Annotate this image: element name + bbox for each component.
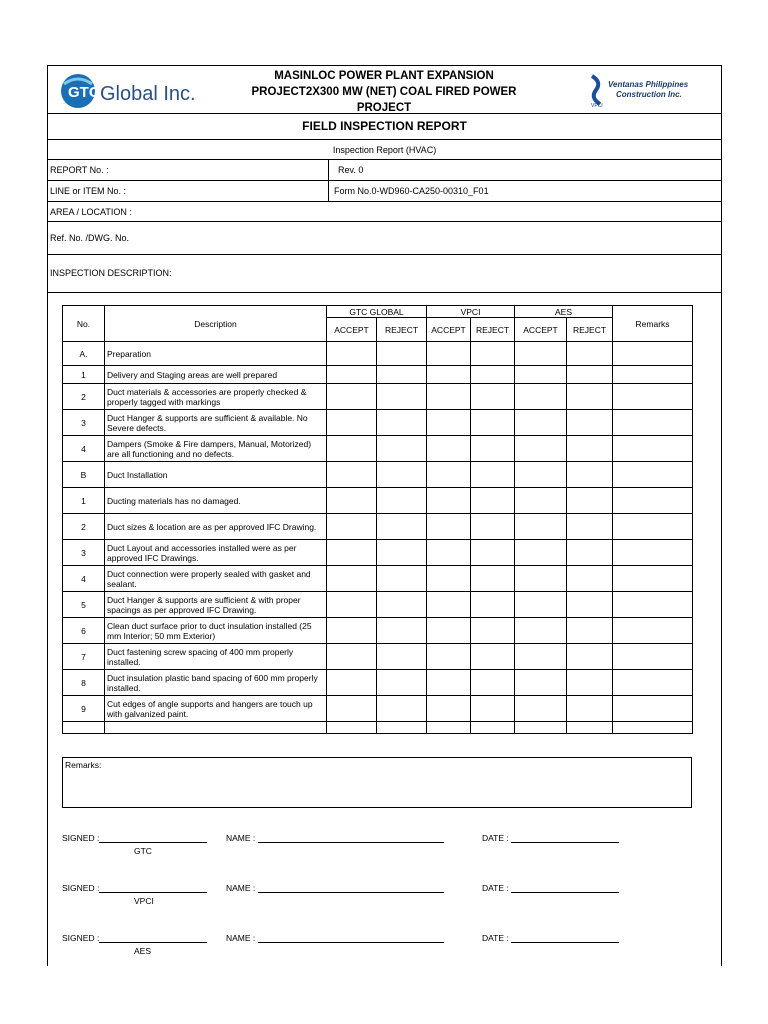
gtc-reject-cell[interactable]	[377, 722, 427, 734]
vpci-accept-cell[interactable]	[427, 366, 471, 384]
gtc-reject-cell[interactable]	[377, 488, 427, 514]
remarks-box[interactable]	[62, 757, 692, 808]
remarks-cell[interactable]	[613, 592, 693, 618]
vpci-accept-cell[interactable]	[427, 488, 471, 514]
gtc-accept-cell[interactable]	[327, 410, 377, 436]
project-title	[222, 68, 546, 116]
revision: Rev. 0	[338, 165, 364, 175]
table-row	[63, 384, 693, 410]
signed-label: SIGNED :	[62, 833, 100, 843]
remarks-cell[interactable]	[613, 722, 693, 734]
aes-reject-header: REJECT	[567, 318, 613, 342]
table-row	[63, 514, 693, 540]
remarks-cell[interactable]	[613, 366, 693, 384]
aes-reject-cell[interactable]	[567, 670, 613, 696]
name-field[interactable]	[226, 833, 444, 843]
aes-accept-cell[interactable]	[515, 644, 567, 670]
gtc-reject-cell[interactable]	[377, 566, 427, 592]
group-gtc-header: GTC GLOBAL	[327, 306, 427, 318]
aes-reject-cell[interactable]	[567, 366, 613, 384]
aes-accept-cell[interactable]	[515, 592, 567, 618]
vpci-reject-cell[interactable]	[471, 488, 515, 514]
date-field[interactable]	[482, 833, 619, 843]
vpci-accept-cell[interactable]	[427, 722, 471, 734]
vpci-logo-line1: Ventanas Philippines	[608, 80, 688, 89]
project-title-line3: PROJECT	[356, 102, 412, 114]
row-number: 6	[63, 618, 105, 644]
date-field[interactable]	[482, 933, 619, 943]
table-row	[63, 462, 693, 488]
remarks-cell[interactable]	[613, 384, 693, 410]
row-description: Duct connection were properly sealed with gasket and sealant.	[105, 566, 327, 592]
row-number: 4	[63, 566, 105, 592]
table-row	[63, 488, 693, 514]
party-name: AES	[134, 946, 152, 956]
table-row	[63, 366, 693, 384]
vpci-reject-cell[interactable]	[471, 696, 515, 722]
row-number: 5	[63, 592, 105, 618]
report-frame	[47, 65, 722, 966]
remarks-cell[interactable]	[613, 436, 693, 462]
inspection-desc-row	[48, 255, 721, 293]
name-field[interactable]	[226, 883, 444, 893]
vpci-accept-header: ACCEPT	[427, 318, 471, 342]
vpci-reject-cell[interactable]	[471, 436, 515, 462]
vpci-accept-cell[interactable]	[427, 644, 471, 670]
row-number: 2	[63, 384, 105, 410]
report-subtitle: Inspection Report (HVAC)	[332, 145, 437, 155]
date-field[interactable]	[482, 883, 619, 893]
aes-accept-cell[interactable]	[515, 566, 567, 592]
row-description: Duct insulation plastic band spacing of 600 mm properly installed.	[105, 670, 327, 696]
gtc-accept-cell[interactable]	[327, 592, 377, 618]
name-field[interactable]	[226, 933, 444, 943]
subtitle-row	[48, 140, 721, 160]
row-description: Delivery and Staging areas are well prepared	[105, 366, 327, 384]
gtc-reject-cell[interactable]	[377, 410, 427, 436]
area-label: AREA / LOCATION :	[50, 207, 132, 217]
aes-reject-cell[interactable]	[567, 592, 613, 618]
row-number: 3	[63, 410, 105, 436]
row-description: Duct fastening screw spacing of 400 mm properly installed.	[105, 644, 327, 670]
remarks-cell[interactable]	[613, 696, 693, 722]
vpci-reject-cell[interactable]	[471, 592, 515, 618]
report-title: FIELD INSPECTION REPORT	[302, 119, 467, 133]
vpci-reject-cell[interactable]	[471, 342, 515, 366]
table-row	[63, 410, 693, 436]
group-aes-header: AES	[515, 306, 613, 318]
gtc-accept-cell[interactable]	[327, 488, 377, 514]
vpci-reject-cell[interactable]	[471, 540, 515, 566]
row-description: Duct Hanger & supports are sufficient & available. No Severe defects.	[105, 410, 327, 436]
gtc-accept-cell[interactable]	[327, 436, 377, 462]
aes-accept-cell[interactable]	[515, 696, 567, 722]
vpci-logo	[588, 74, 688, 108]
gtc-accept-cell[interactable]	[327, 566, 377, 592]
table-row	[63, 644, 693, 670]
signed-party	[134, 946, 151, 956]
table-row	[63, 618, 693, 644]
remarks-cell[interactable]	[613, 670, 693, 696]
gtc-reject-cell[interactable]	[377, 644, 427, 670]
remarks-cell[interactable]	[613, 540, 693, 566]
area-row	[48, 202, 721, 222]
aes-accept-cell[interactable]	[515, 410, 567, 436]
table-row	[63, 722, 693, 734]
vpci-accept-cell[interactable]	[427, 384, 471, 410]
row-number: A.	[63, 342, 105, 366]
gtc-global-logo	[56, 70, 216, 112]
gtc-accept-cell[interactable]	[327, 722, 377, 734]
vpci-logo-line2: Construction Inc.	[616, 90, 682, 99]
signed-field[interactable]	[62, 833, 207, 843]
row-description: Duct materials & accessories are properly checked & properly tagged with markings	[105, 384, 327, 410]
gtc-reject-cell[interactable]	[377, 436, 427, 462]
signed-label: SIGNED :	[62, 883, 100, 893]
aes-reject-cell[interactable]	[567, 514, 613, 540]
row-description: Preparation	[105, 342, 327, 366]
date-label: DATE :	[482, 883, 509, 893]
remarks-cell[interactable]	[613, 462, 693, 488]
remarks-cell[interactable]	[613, 342, 693, 366]
vpci-reject-cell[interactable]	[471, 566, 515, 592]
row-number: 4	[63, 436, 105, 462]
vpci-accept-cell[interactable]	[427, 592, 471, 618]
vpci-accept-cell[interactable]	[427, 540, 471, 566]
vpci-reject-cell[interactable]	[471, 618, 515, 644]
vpci-accept-cell[interactable]	[427, 436, 471, 462]
row-description: Dampers (Smoke & Fire dampers, Manual, Motorized) are all functioning and no defects.	[105, 436, 327, 462]
remarks-cell[interactable]	[613, 488, 693, 514]
gtc-accept-cell[interactable]	[327, 670, 377, 696]
gtc-accept-cell[interactable]	[327, 342, 377, 366]
col-desc-header: Description	[105, 306, 327, 342]
vpci-accept-cell[interactable]	[427, 342, 471, 366]
remarks-cell[interactable]	[613, 410, 693, 436]
gtc-reject-cell[interactable]	[377, 618, 427, 644]
row-description: Duct sizes & location are as per approved IFC Drawing.	[105, 514, 327, 540]
gtc-accept-cell[interactable]	[327, 644, 377, 670]
gtc-reject-cell[interactable]	[377, 540, 427, 566]
inspection-table	[62, 305, 693, 734]
gtc-reject-cell[interactable]	[377, 592, 427, 618]
gtc-reject-cell[interactable]	[377, 514, 427, 540]
row-description: Cut edges of angle supports and hangers are touch up with galvanized paint.	[105, 696, 327, 722]
report-no-label: REPORT No. :	[50, 165, 109, 175]
vpci-reject-cell[interactable]	[471, 514, 515, 540]
date-label: DATE :	[482, 933, 509, 943]
remarks-cell[interactable]	[613, 618, 693, 644]
row-number: 7	[63, 644, 105, 670]
aes-reject-cell[interactable]	[567, 644, 613, 670]
vpci-reject-cell[interactable]	[471, 410, 515, 436]
gtc-logo-text: Global Inc.	[100, 83, 196, 105]
table-row	[63, 670, 693, 696]
project-title-line1: MASINLOC POWER PLANT EXPANSION	[274, 70, 494, 82]
report-no-row	[48, 160, 721, 181]
gtc-accept-cell[interactable]	[327, 514, 377, 540]
vpci-reject-cell[interactable]	[471, 644, 515, 670]
row-number: 1	[63, 366, 105, 384]
col-no-header: No.	[63, 306, 105, 342]
gtc-reject-cell[interactable]	[377, 670, 427, 696]
gtc-accept-cell[interactable]	[327, 540, 377, 566]
vpci-reject-cell[interactable]	[471, 722, 515, 734]
gtc-reject-cell[interactable]	[377, 366, 427, 384]
remarks-cell[interactable]	[613, 566, 693, 592]
vpci-accept-cell[interactable]	[427, 670, 471, 696]
row-description: Clean duct surface prior to duct insulation installed (25 mm Interior; 50 mm Exterior)	[105, 618, 327, 644]
row-number	[63, 722, 105, 734]
name-label: NAME :	[226, 833, 256, 843]
signed-party	[134, 896, 154, 906]
project-title-line2: PROJECT2X300 MW (NET) COAL FIRED POWER	[251, 86, 517, 98]
vpci-reject-cell[interactable]	[471, 462, 515, 488]
vpci-reject-cell[interactable]	[471, 384, 515, 410]
aes-reject-cell[interactable]	[567, 410, 613, 436]
aes-reject-cell[interactable]	[567, 462, 613, 488]
row-description	[105, 722, 327, 734]
remarks-label: Remarks:	[65, 760, 102, 770]
aes-accept-header: ACCEPT	[515, 318, 567, 342]
aes-reject-cell[interactable]	[567, 342, 613, 366]
svg-text:GTC: GTC	[68, 84, 100, 101]
row-number: 2	[63, 514, 105, 540]
table-row	[63, 436, 693, 462]
gtc-accept-cell[interactable]	[327, 384, 377, 410]
aes-reject-cell[interactable]	[567, 618, 613, 644]
row-number: 1	[63, 488, 105, 514]
row-description: Duct Installation	[105, 462, 327, 488]
party-name: VPCI	[134, 896, 154, 906]
table-row	[63, 342, 693, 366]
gtc-accept-cell[interactable]	[327, 462, 377, 488]
remarks-cell[interactable]	[613, 514, 693, 540]
vpci-reject-cell[interactable]	[471, 670, 515, 696]
gtc-accept-cell[interactable]	[327, 366, 377, 384]
vpci-accept-cell[interactable]	[427, 514, 471, 540]
signed-field[interactable]	[62, 933, 207, 943]
row-number: B	[63, 462, 105, 488]
row-number: 9	[63, 696, 105, 722]
name-label: NAME :	[226, 883, 256, 893]
aes-reject-cell[interactable]	[567, 384, 613, 410]
aes-accept-cell[interactable]	[515, 342, 567, 366]
aes-reject-cell[interactable]	[567, 566, 613, 592]
row-description: Ducting materials has no damaged.	[105, 488, 327, 514]
gtc-reject-cell[interactable]	[377, 342, 427, 366]
aes-reject-cell[interactable]	[567, 540, 613, 566]
table-row	[63, 566, 693, 592]
table-row	[63, 540, 693, 566]
ref-label: Ref. No. /DWG. No.	[50, 233, 130, 243]
aes-accept-cell[interactable]	[515, 366, 567, 384]
line-item-label: LINE or ITEM No. :	[50, 186, 127, 196]
aes-accept-cell[interactable]	[515, 436, 567, 462]
aes-accept-cell[interactable]	[515, 618, 567, 644]
aes-reject-cell[interactable]	[567, 436, 613, 462]
table-row	[63, 696, 693, 722]
row-number: 3	[63, 540, 105, 566]
vpci-logo-abbrev: VPCI	[591, 103, 603, 108]
gtc-accept-cell[interactable]	[327, 618, 377, 644]
name-label: NAME :	[226, 933, 256, 943]
vpci-accept-cell[interactable]	[427, 462, 471, 488]
aes-accept-cell[interactable]	[515, 462, 567, 488]
aes-reject-cell[interactable]	[567, 696, 613, 722]
vpci-reject-header: REJECT	[471, 318, 515, 342]
row-description: Duct Layout and accessories installed were as per approved IFC Drawings.	[105, 540, 327, 566]
date-label: DATE :	[482, 833, 509, 843]
inspection-desc-label: INSPECTION DESCRIPTION:	[50, 268, 172, 278]
vpci-reject-cell[interactable]	[471, 366, 515, 384]
aes-accept-cell[interactable]	[515, 514, 567, 540]
aes-accept-cell[interactable]	[515, 540, 567, 566]
gtc-accept-header: ACCEPT	[327, 318, 377, 342]
signed-field[interactable]	[62, 883, 207, 893]
remarks-cell[interactable]	[613, 644, 693, 670]
line-item-row	[48, 181, 721, 202]
aes-reject-cell[interactable]	[567, 488, 613, 514]
vpci-accept-cell[interactable]	[427, 618, 471, 644]
aes-accept-cell[interactable]	[515, 722, 567, 734]
table-row	[63, 592, 693, 618]
aes-accept-cell[interactable]	[515, 384, 567, 410]
gtc-reject-cell[interactable]	[377, 462, 427, 488]
vpci-accept-cell[interactable]	[427, 566, 471, 592]
vpci-accept-cell[interactable]	[427, 696, 471, 722]
aes-reject-cell[interactable]	[567, 722, 613, 734]
vpci-accept-cell[interactable]	[427, 410, 471, 436]
header-row	[48, 66, 721, 114]
form-no: Form No.0-WD960-CA250-00310_F01	[334, 186, 489, 196]
row-description: Duct Hanger & supports are sufficient & with proper spacings as per approved IFC Drawing.	[105, 592, 327, 618]
aes-accept-cell[interactable]	[515, 488, 567, 514]
gtc-reject-header: REJECT	[377, 318, 427, 342]
signed-party	[134, 846, 152, 856]
aes-accept-cell[interactable]	[515, 670, 567, 696]
party-name: GTC	[134, 846, 152, 856]
gtc-reject-cell[interactable]	[377, 384, 427, 410]
group-vpci-header: VPCI	[427, 306, 515, 318]
ref-row	[48, 222, 721, 255]
signed-label: SIGNED :	[62, 933, 100, 943]
col-remarks-header: Remarks	[613, 306, 693, 342]
gtc-reject-cell[interactable]	[377, 696, 427, 722]
title-row	[48, 113, 721, 140]
gtc-accept-cell[interactable]	[327, 696, 377, 722]
row-number: 8	[63, 670, 105, 696]
